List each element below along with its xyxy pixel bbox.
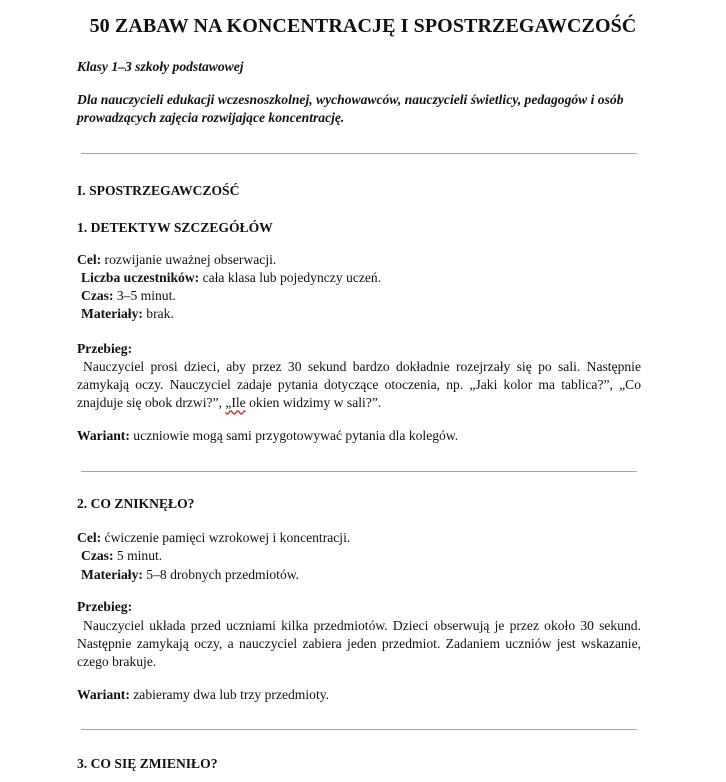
time-label: Czas: [81, 548, 114, 563]
time-label: Czas: [81, 288, 114, 303]
materials-label: Materiały: [81, 567, 143, 582]
materials-line [81, 566, 299, 584]
goal-text: rozwijanie uważnej obserwacji. [101, 252, 277, 267]
horizontal-divider [81, 729, 637, 730]
variant-label: Wariant: [77, 428, 130, 443]
materials-text: brak. [142, 306, 174, 321]
participants-text: cała klasa lub pojedynczy uczeń. [199, 270, 382, 285]
participants-line [81, 269, 381, 287]
variant-line [77, 427, 458, 445]
spellcheck-flagged-word: „Ile [225, 395, 246, 411]
time-text: 5 minut. [113, 548, 163, 563]
audience-note: Dla nauczycieli edukacji wczesnoszkolnej, wychowawców, nauczycieli świetlicy, pedagogów i osób prowadzących zajęcia rozwijające koncentrację. [77, 92, 624, 125]
materials-text: 5–8 drobnych przedmiotów. [142, 567, 300, 582]
goal-line [77, 251, 276, 269]
goal-label: Cel: [77, 252, 102, 267]
horizontal-divider [81, 153, 637, 154]
variant-line [77, 686, 329, 704]
procedure-label: Przebieg: [77, 341, 133, 356]
game-heading: 3. CO SIĘ ZMIENIŁO? [77, 756, 218, 771]
document-subtitle: Klasy 1–3 szkoły podstawowej [77, 59, 244, 74]
variant-text: uczniowie mogą sami przygotowywać pytania dla kolegów. [129, 428, 459, 443]
goal-text: ćwiczenie pamięci wzrokowej i koncentracji. [101, 530, 351, 545]
procedure-label: Przebieg: [77, 599, 133, 614]
variant-text: zabieramy dwa lub trzy przedmioty. [129, 687, 330, 702]
materials-line [81, 305, 174, 323]
section-heading: I. SPOSTRZEGAWCZOŚĆ [77, 183, 240, 198]
game-heading: 2. CO ZNIKNĘŁO? [77, 496, 195, 511]
time-text: 3–5 minut. [113, 288, 176, 303]
variant-label: Wariant: [77, 687, 130, 702]
goal-line [77, 529, 350, 547]
materials-label: Materiały: [81, 306, 143, 321]
document-title: 50 ZABAW NA KONCENTRACJĘ I SPOSTRZEGAWCZOŚĆ [89, 15, 637, 37]
procedure-text: Nauczyciel prosi dzieci, aby przez 30 sekund bardzo dokładnie rozejrzały się po sali. Następnie zamykają oczy. Nauczyciel zadaje pytania dotyczące otoczenia, np. „Jaki kolor ma tablica?”, „Co znajduje się obok drzwi?”, „Ile okien widzimy w sali?”. [77, 359, 641, 411]
goal-label: Cel: [77, 530, 102, 545]
horizontal-divider [81, 471, 637, 472]
time-line [81, 547, 162, 565]
participants-label: Liczba uczestników: [81, 270, 200, 285]
procedure-text: Nauczyciel układa przed uczniami kilka przedmiotów. Dzieci obserwują je przez około 30 sekund. Następnie zamykają oczy, a nauczyciel zabiera jeden przedmiot. Zadaniem uczniów jest wskazanie, czego brakuje. [77, 618, 641, 670]
game-heading: 1. DETEKTYW SZCZEGÓŁÓW [77, 220, 273, 235]
time-line [81, 287, 176, 305]
